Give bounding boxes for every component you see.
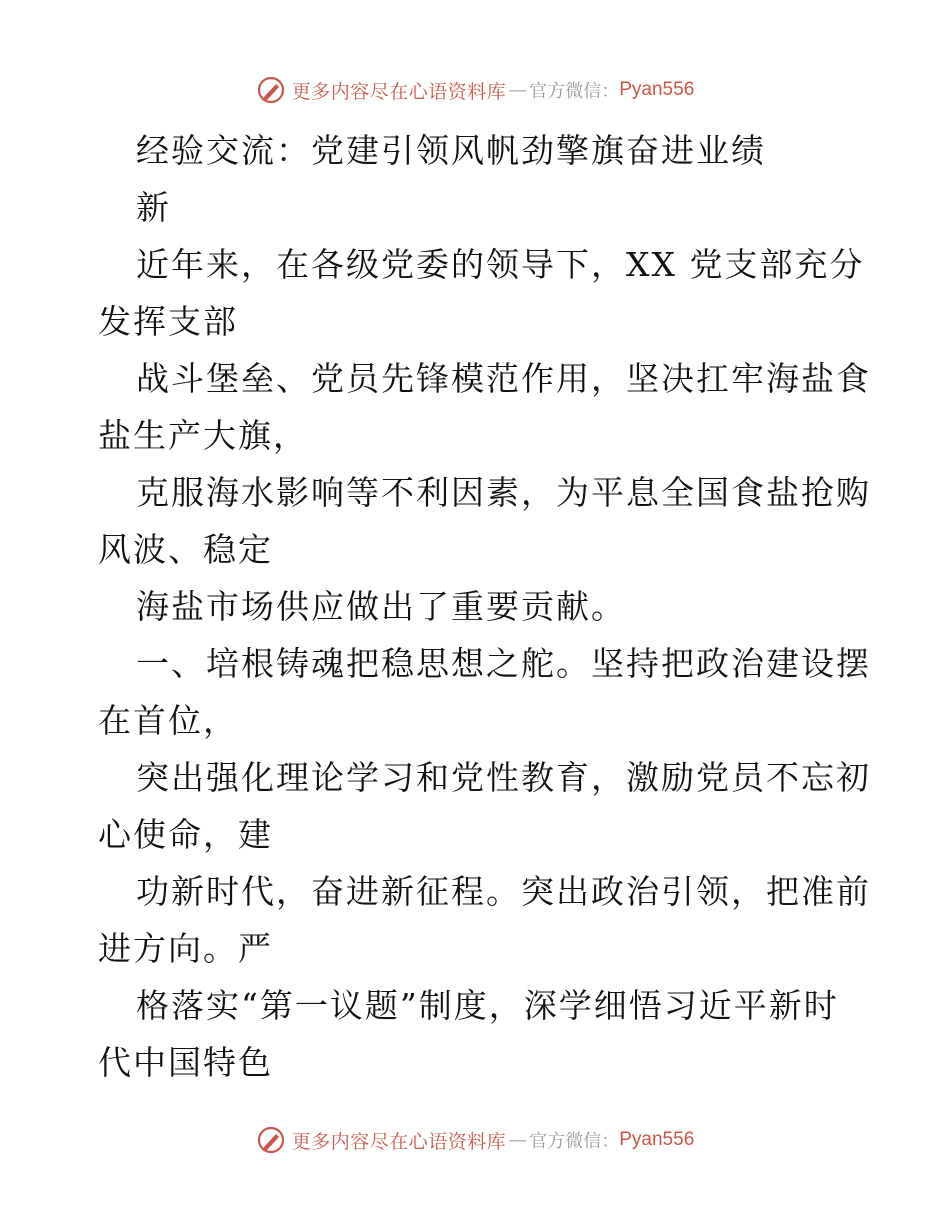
banner-label: 官方微信： xyxy=(529,81,620,102)
doc-title-line: 新 xyxy=(136,188,171,227)
doc-line: 在首位， xyxy=(98,701,238,740)
doc-line: 一、培根铸魂把稳思想之舵。坚持把政治建设摆 xyxy=(136,644,871,683)
doc-title-line: 经验交流：党建引领风帆劲擎旗奋进业绩 xyxy=(136,131,766,170)
doc-line: 功新时代，奋进新征程。突出政治引领，把准前 xyxy=(136,872,871,911)
banner-text: 更多内容尽在心语资料库 xyxy=(291,80,507,103)
pen-logo-icon xyxy=(256,1125,286,1155)
banner-label: 官方微信： xyxy=(529,1131,620,1152)
doc-line: 盐生产大旗， xyxy=(98,416,308,455)
banner-wechat-id: Pyan556 xyxy=(619,1129,695,1150)
header-banner xyxy=(0,70,950,110)
banner-separator: — xyxy=(508,1129,528,1151)
doc-line: 突出强化理论学习和党性教育，激励党员不忘初 xyxy=(136,758,871,797)
doc-line: 战斗堡垒、党员先锋模范作用，坚决扛牢海盐食 xyxy=(136,359,871,398)
document-body xyxy=(98,122,871,1091)
doc-line: 近年来，在各级党委的领导下，XX 党支部充分 xyxy=(136,245,865,284)
pen-logo-icon xyxy=(256,75,286,105)
banner-text: 更多内容尽在心语资料库 xyxy=(291,1130,507,1153)
banner-separator: — xyxy=(508,79,528,101)
doc-line: 进方向。严 xyxy=(98,929,273,968)
doc-line: 海盐市场供应做出了重要贡献。 xyxy=(136,587,626,626)
doc-line: 克服海水影响等不利因素，为平息全国食盐抢购 xyxy=(136,473,871,512)
doc-line: 代中国特色 xyxy=(98,1043,273,1082)
doc-line: 心使命，建 xyxy=(98,815,273,854)
doc-line: 风波、稳定 xyxy=(98,530,273,569)
banner-wechat-id: Pyan556 xyxy=(619,79,695,100)
doc-line: 发挥支部 xyxy=(98,302,238,341)
footer-banner xyxy=(0,1120,950,1160)
doc-line: 格落实“第一议题”制度，深学细悟习近平新时 xyxy=(136,986,839,1025)
